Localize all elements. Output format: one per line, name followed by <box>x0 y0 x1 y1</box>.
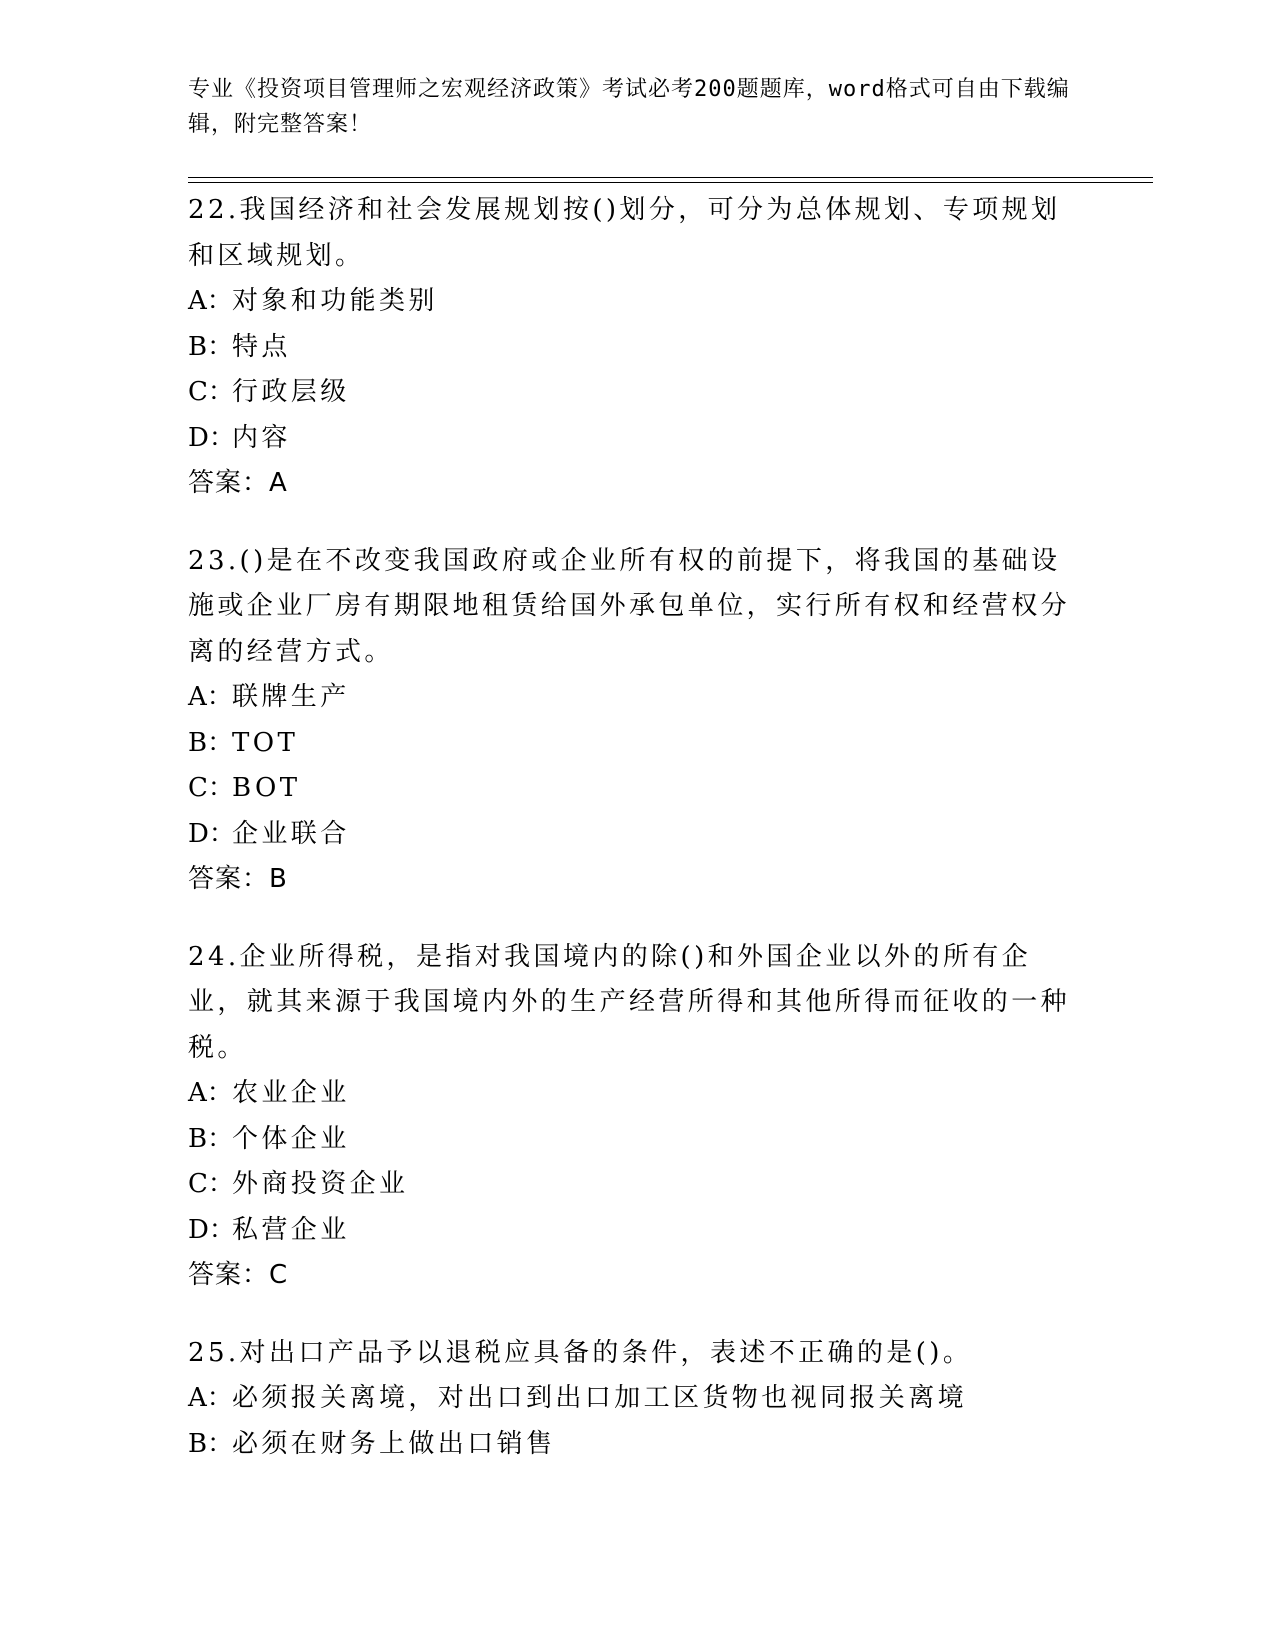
header-rule-bottom <box>188 182 1153 183</box>
option-text: 私营企业 <box>232 1214 350 1245</box>
option-text: 外商投资企业 <box>232 1169 409 1199</box>
document-header <box>188 72 1088 142</box>
option-text: 必须报关离境，对出口到出口加工区货物也视同报关离境 <box>232 1383 968 1413</box>
question-25 <box>188 1331 1088 1468</box>
option-letter: B： <box>188 331 234 362</box>
option-b <box>188 325 1088 371</box>
option-b <box>188 1422 1088 1468</box>
question-text: 25.对出口产品予以退税应具备的条件，表述不正确的是()。 <box>188 1337 973 1368</box>
option-letter: C： <box>188 1169 234 1199</box>
option-text: 对象和功能类别 <box>232 286 438 316</box>
option-text: TOT <box>232 727 299 758</box>
option-b <box>188 1117 1088 1163</box>
option-text: 联牌生产 <box>232 682 350 712</box>
option-c <box>188 1162 1088 1208</box>
question-24 <box>188 935 1088 1299</box>
question-text: 23.()是在不改变我国政府或企业所有权的前提下，将我国的基础设施或企业厂房有期限地租赁给国外承包单位，实行所有权和经营权分离的经营方式。 <box>188 545 1071 667</box>
option-a <box>188 279 1088 325</box>
option-text: 特点 <box>232 331 291 362</box>
option-text: 行政层级 <box>232 377 350 407</box>
option-b <box>188 721 1088 767</box>
option-text: 必须在财务上做出口销售 <box>232 1428 556 1459</box>
question-text: 24.企业所得税，是指对我国境内的除()和外国企业以外的所有企业，就其来源于我国境内外的生产经营所得和其他所得而征收的一种税。 <box>188 941 1071 1063</box>
option-text: 个体企业 <box>232 1123 350 1154</box>
option-text: BOT <box>232 773 301 803</box>
question-22 <box>188 188 1088 507</box>
option-a <box>188 1376 1088 1422</box>
option-letter: C： <box>188 377 234 407</box>
option-letter: A： <box>188 1078 233 1108</box>
option-text: 农业企业 <box>232 1078 350 1108</box>
header-description: 专业《投资项目管理师之宏观经济政策》考试必考200题题库，word格式可自由下载编辑，附完整答案！ <box>188 77 1070 137</box>
option-a <box>188 1071 1088 1117</box>
question-list <box>188 188 1088 1499</box>
option-letter: D： <box>188 422 235 453</box>
answer: 答案：B <box>188 864 288 894</box>
option-a <box>188 675 1088 721</box>
option-c <box>188 370 1088 416</box>
header-rule-top <box>188 177 1153 178</box>
option-d <box>188 416 1088 462</box>
option-text: 企业联合 <box>232 818 350 849</box>
option-letter: B： <box>188 727 234 758</box>
option-d <box>188 1208 1088 1254</box>
option-letter: A： <box>188 682 233 712</box>
answer: 答案：A <box>188 468 288 498</box>
option-letter: A： <box>188 286 233 316</box>
option-letter: A： <box>188 1383 233 1413</box>
option-letter: B： <box>188 1123 234 1154</box>
option-letter: D： <box>188 818 235 849</box>
option-text: 内容 <box>232 422 291 453</box>
option-letter: C： <box>188 773 234 803</box>
question-text: 22.我国经济和社会发展规划按()划分，可分为总体规划、专项规划和区域规划。 <box>188 195 1061 271</box>
option-d <box>188 812 1088 858</box>
option-letter: B： <box>188 1428 234 1459</box>
question-23 <box>188 539 1088 903</box>
option-letter: D： <box>188 1214 235 1245</box>
answer: 答案：C <box>188 1260 289 1290</box>
option-c <box>188 766 1088 812</box>
